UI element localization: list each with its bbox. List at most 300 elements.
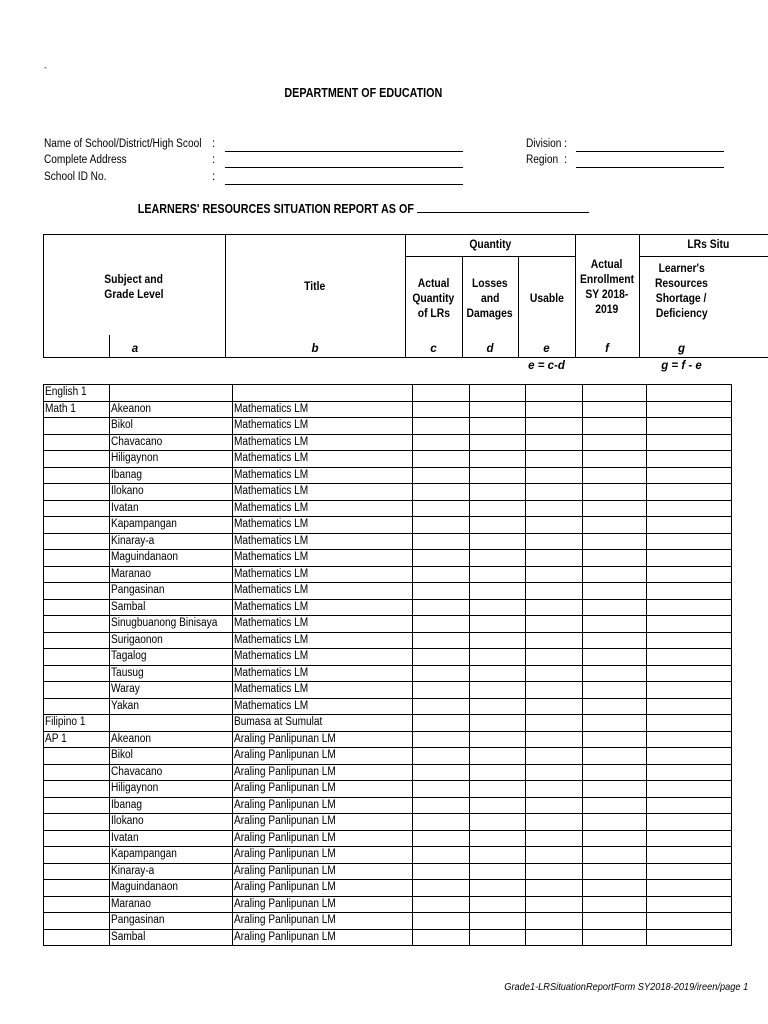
school-id-field[interactable] xyxy=(225,184,463,185)
entry-cell[interactable] xyxy=(412,632,469,649)
entry-cell[interactable] xyxy=(469,550,525,567)
entry-cell[interactable] xyxy=(646,517,731,534)
title-cell-text: Araling Panlipunan LM xyxy=(233,782,336,795)
entry-cell[interactable] xyxy=(582,484,646,501)
entry-cell[interactable] xyxy=(412,665,469,682)
entry-cell[interactable] xyxy=(646,781,731,798)
entry-cell[interactable] xyxy=(646,863,731,880)
entry-cell[interactable] xyxy=(646,764,731,781)
entry-cell[interactable] xyxy=(582,517,646,534)
subject-cell xyxy=(44,847,110,864)
entry-cell[interactable] xyxy=(412,385,469,402)
title-cell xyxy=(232,385,412,402)
language-cell-text: Ibanag xyxy=(111,468,142,481)
entry-cell[interactable] xyxy=(646,880,731,897)
entry-cell[interactable] xyxy=(469,847,525,864)
language-cell-text: Pangasinan xyxy=(111,914,165,927)
entry-cell[interactable] xyxy=(646,467,731,484)
entry-cell[interactable] xyxy=(469,880,525,897)
column-letter: g xyxy=(677,343,686,355)
entry-cell[interactable] xyxy=(582,896,646,913)
title-cell-text: Mathematics LM xyxy=(233,534,309,547)
entry-cell[interactable] xyxy=(469,467,525,484)
entry-cell[interactable] xyxy=(412,533,469,550)
entry-cell[interactable] xyxy=(582,566,646,583)
entry-cell[interactable] xyxy=(646,451,731,468)
entry-cell[interactable] xyxy=(412,781,469,798)
entry-cell[interactable] xyxy=(582,451,646,468)
subject-cell xyxy=(44,418,110,435)
entry-cell[interactable] xyxy=(525,566,582,583)
table-row xyxy=(44,830,732,847)
entry-cell[interactable] xyxy=(412,797,469,814)
title-cell xyxy=(232,863,412,880)
entry-cell[interactable] xyxy=(469,434,525,451)
entry-cell[interactable] xyxy=(469,632,525,649)
division-field[interactable] xyxy=(576,151,724,152)
subject-cell xyxy=(44,550,110,567)
entry-cell[interactable] xyxy=(646,665,731,682)
report-title: LEARNERS' RESOURCES SITUATION REPORT AS OF xyxy=(0,202,727,216)
entry-cell[interactable] xyxy=(646,797,731,814)
language-cell xyxy=(110,566,233,583)
entry-cell[interactable] xyxy=(525,698,582,715)
entry-cell[interactable] xyxy=(646,682,731,699)
entry-cell[interactable] xyxy=(525,814,582,831)
title-cell-text: Mathematics LM xyxy=(233,584,309,597)
subject-cell xyxy=(44,401,110,418)
entry-cell[interactable] xyxy=(525,665,582,682)
subject-cell xyxy=(44,682,110,699)
entry-cell[interactable] xyxy=(646,434,731,451)
entry-cell[interactable] xyxy=(412,715,469,732)
entry-cell[interactable] xyxy=(525,533,582,550)
entry-cell[interactable] xyxy=(582,665,646,682)
entry-cell[interactable] xyxy=(582,731,646,748)
entry-cell[interactable] xyxy=(646,583,731,600)
tick-mark: ` xyxy=(44,66,47,76)
language-cell-text: Maranao xyxy=(111,897,151,910)
entry-cell[interactable] xyxy=(525,616,582,633)
entry-cell[interactable] xyxy=(646,929,731,946)
entry-cell[interactable] xyxy=(469,451,525,468)
entry-cell[interactable] xyxy=(469,566,525,583)
entry-cell[interactable] xyxy=(646,418,731,435)
entry-cell[interactable] xyxy=(646,896,731,913)
entry-cell[interactable] xyxy=(469,682,525,699)
entry-cell[interactable] xyxy=(582,649,646,666)
title-cell-text: Araling Panlipunan LM xyxy=(233,765,336,778)
column-letter: d xyxy=(486,343,494,355)
table-row xyxy=(44,781,732,798)
title-cell xyxy=(232,929,412,946)
entry-cell[interactable] xyxy=(525,583,582,600)
table-row xyxy=(44,731,732,748)
entry-cell[interactable] xyxy=(412,599,469,616)
entry-cell[interactable] xyxy=(525,781,582,798)
divider xyxy=(225,234,226,357)
entry-cell[interactable] xyxy=(412,929,469,946)
entry-cell[interactable] xyxy=(525,682,582,699)
subject-cell xyxy=(44,715,110,732)
school-id-label: School ID No. xyxy=(44,171,107,183)
language-cell-text: Kapampangan xyxy=(111,518,177,531)
entry-cell[interactable] xyxy=(525,599,582,616)
entry-cell[interactable] xyxy=(469,401,525,418)
title-cell-text: Araling Panlipunan LM xyxy=(233,831,336,844)
subject-cell xyxy=(44,929,110,946)
entry-cell[interactable] xyxy=(412,566,469,583)
entry-cell[interactable] xyxy=(469,797,525,814)
title-cell xyxy=(232,880,412,897)
entry-cell[interactable] xyxy=(525,418,582,435)
enrollment-header: Actual Enrollment SY 2018- 2019 xyxy=(579,259,635,316)
entry-cell[interactable] xyxy=(582,467,646,484)
entry-cell[interactable] xyxy=(469,385,525,402)
entry-cell[interactable] xyxy=(412,682,469,699)
title-cell-text: Mathematics LM xyxy=(233,683,309,696)
entry-cell[interactable] xyxy=(412,500,469,517)
entry-cell[interactable] xyxy=(412,698,469,715)
entry-cell[interactable] xyxy=(525,764,582,781)
entry-cell[interactable] xyxy=(469,748,525,765)
title-cell xyxy=(232,764,412,781)
entry-cell[interactable] xyxy=(525,649,582,666)
language-cell xyxy=(110,880,233,897)
entry-cell[interactable] xyxy=(646,847,731,864)
entry-cell[interactable] xyxy=(582,764,646,781)
entry-cell[interactable] xyxy=(412,401,469,418)
entry-cell[interactable] xyxy=(469,616,525,633)
title-cell xyxy=(232,715,412,732)
subject-cell-text: Math 1 xyxy=(45,402,76,415)
title-cell-text: Mathematics LM xyxy=(233,485,309,498)
subject-cell xyxy=(44,781,110,798)
entry-cell[interactable] xyxy=(469,484,525,501)
language-cell xyxy=(110,748,233,765)
entry-cell[interactable] xyxy=(525,797,582,814)
entry-cell[interactable] xyxy=(469,896,525,913)
language-cell xyxy=(110,830,233,847)
entry-cell[interactable] xyxy=(412,880,469,897)
title-cell xyxy=(232,913,412,930)
entry-cell[interactable] xyxy=(646,731,731,748)
entry-cell[interactable] xyxy=(412,649,469,666)
table-row xyxy=(44,748,732,765)
column-letter: f xyxy=(605,343,609,355)
table-row xyxy=(44,451,732,468)
title-cell xyxy=(232,665,412,682)
entry-cell[interactable] xyxy=(525,896,582,913)
subject-cell xyxy=(44,814,110,831)
language-cell-text: Bikol xyxy=(111,419,133,432)
entry-cell[interactable] xyxy=(582,632,646,649)
entry-cell[interactable] xyxy=(412,467,469,484)
title-cell-text: Mathematics LM xyxy=(233,650,309,663)
entry-cell[interactable] xyxy=(412,550,469,567)
entry-cell[interactable] xyxy=(646,814,731,831)
entry-cell[interactable] xyxy=(646,715,731,732)
region-label: Region xyxy=(526,154,559,166)
title-cell xyxy=(232,401,412,418)
entry-cell[interactable] xyxy=(525,517,582,534)
table-row xyxy=(44,599,732,616)
subject-cell xyxy=(44,533,110,550)
entry-cell[interactable] xyxy=(469,698,525,715)
entry-cell[interactable] xyxy=(525,847,582,864)
entry-cell[interactable] xyxy=(412,863,469,880)
entry-cell[interactable] xyxy=(582,797,646,814)
colon: : xyxy=(564,154,568,166)
entry-cell[interactable] xyxy=(582,715,646,732)
entry-cell[interactable] xyxy=(412,847,469,864)
entry-cell[interactable] xyxy=(525,880,582,897)
entry-cell[interactable] xyxy=(525,500,582,517)
title-cell-text: Araling Panlipunan LM xyxy=(233,815,336,828)
language-cell-text: Chavacano xyxy=(111,435,163,448)
address-field[interactable] xyxy=(225,167,463,168)
language-cell xyxy=(110,434,233,451)
entry-cell[interactable] xyxy=(469,764,525,781)
lrs-situation-header: LRs Situ xyxy=(687,239,730,251)
language-cell xyxy=(110,781,233,798)
language-cell-text: Sambal xyxy=(111,600,146,613)
language-cell-text: Ilokano xyxy=(111,815,144,828)
entry-cell[interactable] xyxy=(469,781,525,798)
subject-cell xyxy=(44,517,110,534)
actual-quantity-header: Actual Quantity of LRs xyxy=(412,278,455,320)
title-cell xyxy=(232,451,412,468)
entry-cell[interactable] xyxy=(582,682,646,699)
entry-cell[interactable] xyxy=(469,814,525,831)
title-cell xyxy=(232,698,412,715)
entry-cell[interactable] xyxy=(582,830,646,847)
entry-cell[interactable] xyxy=(525,467,582,484)
title-cell-text: Mathematics LM xyxy=(233,551,309,564)
language-cell-text: Ibanag xyxy=(111,798,142,811)
title-cell-text: Mathematics LM xyxy=(233,600,309,613)
entry-cell[interactable] xyxy=(582,599,646,616)
entry-cell[interactable] xyxy=(525,913,582,930)
shortage-header: Learner's Resources Shortage / Deficiency xyxy=(655,263,708,320)
language-cell xyxy=(110,583,233,600)
entry-cell[interactable] xyxy=(412,484,469,501)
entry-cell[interactable] xyxy=(646,533,731,550)
subject-cell xyxy=(44,467,110,484)
language-cell xyxy=(110,533,233,550)
entry-cell[interactable] xyxy=(646,401,731,418)
table-row xyxy=(44,467,732,484)
entry-cell[interactable] xyxy=(582,583,646,600)
title-cell xyxy=(232,797,412,814)
table-row xyxy=(44,929,732,946)
entry-cell[interactable] xyxy=(469,500,525,517)
colon: : xyxy=(564,138,568,150)
language-cell xyxy=(110,599,233,616)
subject-cell xyxy=(44,632,110,649)
entry-cell[interactable] xyxy=(582,500,646,517)
entry-cell[interactable] xyxy=(582,550,646,567)
entry-cell[interactable] xyxy=(582,418,646,435)
entry-cell[interactable] xyxy=(646,385,731,402)
entry-cell[interactable] xyxy=(646,649,731,666)
language-cell-text: Kinaray-a xyxy=(111,864,155,877)
language-cell-text: Ivatan xyxy=(111,501,139,514)
entry-cell[interactable] xyxy=(582,533,646,550)
formula-g: g = f - e xyxy=(661,360,702,372)
usable-header: Usable xyxy=(529,293,564,305)
entry-cell[interactable] xyxy=(469,533,525,550)
entry-cell[interactable] xyxy=(412,814,469,831)
subject-cell xyxy=(44,616,110,633)
subject-cell xyxy=(44,566,110,583)
entry-cell[interactable] xyxy=(582,748,646,765)
entry-cell[interactable] xyxy=(525,748,582,765)
entry-cell[interactable] xyxy=(412,517,469,534)
title-cell xyxy=(232,781,412,798)
language-cell xyxy=(110,847,233,864)
table-row xyxy=(44,797,732,814)
subject-cell xyxy=(44,764,110,781)
entry-cell[interactable] xyxy=(469,715,525,732)
page-footer: Grade1-LRSituationReportForm SY2018-2019/ireen/page 1 xyxy=(504,981,748,993)
title-cell-text: Mathematics LM xyxy=(233,567,309,580)
entry-cell[interactable] xyxy=(469,913,525,930)
entry-cell[interactable] xyxy=(525,484,582,501)
entry-cell[interactable] xyxy=(582,781,646,798)
entry-cell[interactable] xyxy=(469,599,525,616)
entry-cell[interactable] xyxy=(646,632,731,649)
title-cell xyxy=(232,500,412,517)
entry-cell[interactable] xyxy=(525,451,582,468)
entry-cell[interactable] xyxy=(469,418,525,435)
entry-cell[interactable] xyxy=(582,814,646,831)
subject-cell-text: English 1 xyxy=(45,386,87,399)
entry-cell[interactable] xyxy=(646,748,731,765)
entry-cell[interactable] xyxy=(412,764,469,781)
table-row xyxy=(44,401,732,418)
language-cell xyxy=(110,517,233,534)
entry-cell[interactable] xyxy=(582,434,646,451)
subject-cell xyxy=(44,434,110,451)
title-cell-text: Araling Panlipunan LM xyxy=(233,864,336,877)
title-cell-text: Mathematics LM xyxy=(233,419,309,432)
language-cell xyxy=(110,500,233,517)
title-cell xyxy=(232,847,412,864)
table-row xyxy=(44,500,732,517)
title-cell-text: Mathematics LM xyxy=(233,402,309,415)
table-row xyxy=(44,814,732,831)
entry-cell[interactable] xyxy=(412,913,469,930)
language-cell-text: Hiligaynon xyxy=(111,452,159,465)
entry-cell[interactable] xyxy=(525,863,582,880)
entry-cell[interactable] xyxy=(525,550,582,567)
entry-cell[interactable] xyxy=(412,748,469,765)
entry-cell[interactable] xyxy=(646,913,731,930)
language-cell xyxy=(110,467,233,484)
language-cell-text: Bikol xyxy=(111,749,133,762)
table-row xyxy=(44,682,732,699)
table-row xyxy=(44,863,732,880)
report-date-field[interactable] xyxy=(417,202,589,213)
entry-cell[interactable] xyxy=(412,896,469,913)
entry-cell[interactable] xyxy=(412,434,469,451)
quantity-header: Quantity xyxy=(469,239,511,251)
entry-cell[interactable] xyxy=(412,451,469,468)
entry-cell[interactable] xyxy=(525,929,582,946)
language-cell xyxy=(110,616,233,633)
subject-cell xyxy=(44,797,110,814)
subject-cell xyxy=(44,731,110,748)
entry-cell[interactable] xyxy=(646,484,731,501)
subject-cell-text: AP 1 xyxy=(45,732,67,745)
entry-cell[interactable] xyxy=(525,434,582,451)
entry-cell[interactable] xyxy=(412,616,469,633)
subject-cell xyxy=(44,500,110,517)
column-letter: b xyxy=(311,343,319,355)
entry-cell[interactable] xyxy=(469,665,525,682)
entry-cell[interactable] xyxy=(525,715,582,732)
entry-cell[interactable] xyxy=(412,731,469,748)
entry-cell[interactable] xyxy=(469,830,525,847)
entry-cell[interactable] xyxy=(525,830,582,847)
entry-cell[interactable] xyxy=(469,583,525,600)
title-cell-text: Araling Panlipunan LM xyxy=(233,798,336,811)
entry-cell[interactable] xyxy=(646,566,731,583)
language-cell xyxy=(110,814,233,831)
entry-cell[interactable] xyxy=(525,385,582,402)
entry-cell[interactable] xyxy=(646,830,731,847)
entry-cell[interactable] xyxy=(525,731,582,748)
entry-cell[interactable] xyxy=(525,632,582,649)
entry-cell[interactable] xyxy=(469,649,525,666)
subject-cell xyxy=(44,451,110,468)
entry-cell[interactable] xyxy=(412,830,469,847)
entry-cell[interactable] xyxy=(582,880,646,897)
entry-cell[interactable] xyxy=(582,385,646,402)
entry-cell[interactable] xyxy=(582,913,646,930)
entry-cell[interactable] xyxy=(582,929,646,946)
entry-cell[interactable] xyxy=(582,698,646,715)
entry-cell[interactable] xyxy=(469,517,525,534)
region-field[interactable] xyxy=(576,167,724,168)
language-cell-text: Tausug xyxy=(111,666,144,679)
language-cell-text: Chavacano xyxy=(111,765,163,778)
entry-cell[interactable] xyxy=(582,401,646,418)
entry-cell[interactable] xyxy=(582,847,646,864)
language-cell-text: Akeanon xyxy=(111,732,151,745)
entry-cell[interactable] xyxy=(646,698,731,715)
subject-cell xyxy=(44,649,110,666)
table-row xyxy=(44,533,732,550)
entry-cell[interactable] xyxy=(412,418,469,435)
entry-cell[interactable] xyxy=(469,929,525,946)
table-row xyxy=(44,434,732,451)
entry-cell[interactable] xyxy=(582,863,646,880)
title-cell xyxy=(232,682,412,699)
entry-cell[interactable] xyxy=(469,731,525,748)
entry-cell[interactable] xyxy=(469,863,525,880)
school-name-field[interactable] xyxy=(225,151,463,152)
entry-cell[interactable] xyxy=(646,550,731,567)
entry-cell[interactable] xyxy=(582,616,646,633)
entry-cell[interactable] xyxy=(525,401,582,418)
entry-cell[interactable] xyxy=(646,500,731,517)
entry-cell[interactable] xyxy=(412,583,469,600)
entry-cell[interactable] xyxy=(646,616,731,633)
entry-cell[interactable] xyxy=(646,599,731,616)
table-row xyxy=(44,385,732,402)
